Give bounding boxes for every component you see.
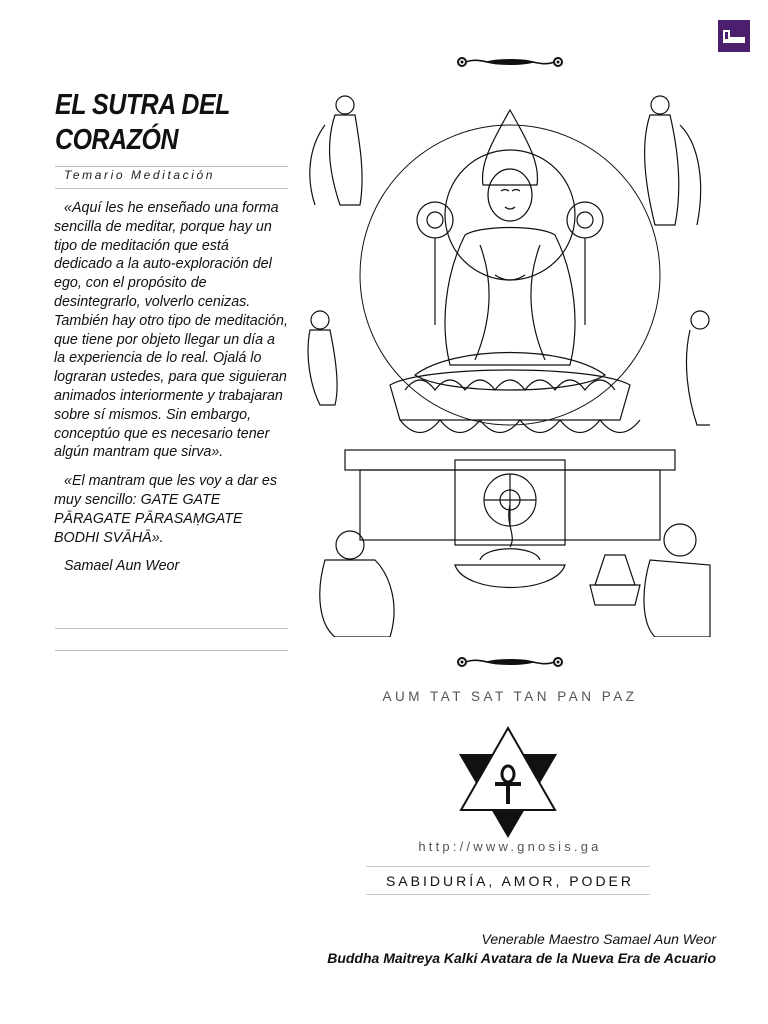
buddha-thangka-illustration — [305, 85, 715, 637]
footer-author-title: Buddha Maitreya Kalki Avatara de la Nueva Era de Acuario — [327, 950, 716, 966]
article-body — [54, 199, 290, 586]
article-subtitle: Temario Meditación — [64, 168, 216, 182]
divider — [55, 166, 288, 167]
article-title: EL SUTRA DEL CORAZÓN — [55, 89, 230, 156]
mantra-text: AUM TAT SAT TAN PAN PAZ — [382, 689, 638, 704]
article-signature: Samael Aun Weor — [64, 558, 180, 575]
divider — [366, 866, 650, 867]
footer-author: Venerable Maestro Samael Aun Weor — [481, 931, 716, 947]
divider — [55, 628, 288, 629]
divider — [55, 650, 288, 651]
hexagram-ankh-icon — [459, 726, 557, 838]
flourish-ornament-icon — [455, 654, 565, 670]
publisher-logo-icon — [718, 20, 750, 52]
article-paragraph: «Aquí les he enseñado una forma sencilla de meditar, porque hay un tipo de meditación que está dedicado a la auto-exploración del ego, con el propósito de desintegrarlo, volverlo cenizas. También hay otro tipo de meditación, que tiene por objeto llegar un día a la experiencia de lo real. Ojalá lo lograran ustedes, para que siguieran animados interiormente y trabajaran sobre sí mismos. Sin embargo, conceptúo que es necesario tener algún mantram que sirva». — [54, 200, 288, 461]
divider — [366, 894, 650, 895]
flourish-ornament-icon — [455, 54, 565, 70]
divider — [55, 188, 288, 189]
motto-text: SABIDURÍA, AMOR, PODER — [385, 873, 635, 889]
website-url[interactable]: http://www.gnosis.ga — [418, 839, 602, 854]
article-paragraph: «El mantram que les voy a dar es muy sencillo: GATE GATE PĀRAGATE PĀRASAṂGATE BODHI SVĀHĀ». — [54, 473, 277, 546]
